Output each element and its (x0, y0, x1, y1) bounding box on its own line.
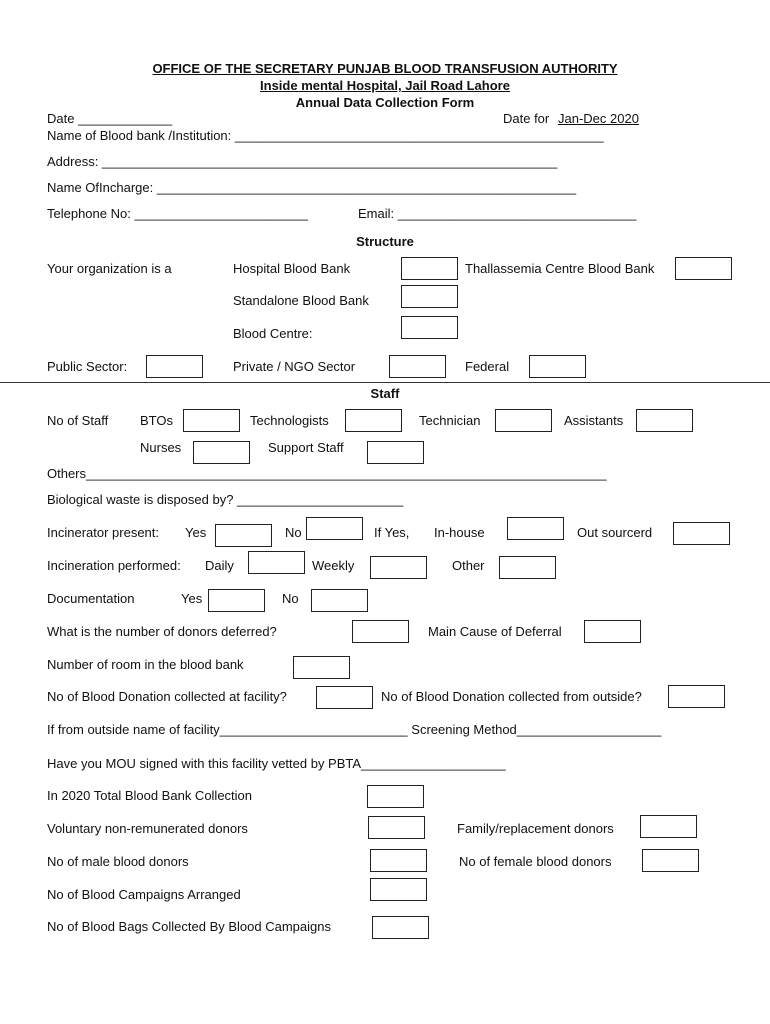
form-title: Annual Data Collection Form (295, 95, 475, 110)
technologists-label: Technologists (250, 413, 329, 428)
incinerator-no-checkbox[interactable] (306, 517, 363, 540)
others-field[interactable]: Others________________________________________________________________________ (47, 466, 607, 481)
private-sector-label: Private / NGO Sector (233, 359, 356, 374)
blood-centre-label: Blood Centre: (233, 326, 313, 341)
collected-outside-label: No of Blood Donation collected from outside? (381, 689, 642, 704)
btos-input[interactable] (183, 409, 240, 432)
address-field[interactable]: Address: _______________________________________________________________ (47, 154, 558, 169)
blood-bank-name-field[interactable]: Name of Blood bank /Institution: ___________________________________________________ (47, 128, 604, 143)
documentation-yes-label: Yes (181, 591, 203, 606)
voluntary-label: Voluntary non-remunerated donors (47, 821, 248, 836)
male-donors-input[interactable] (370, 849, 427, 872)
thallassemia-label: Thallassemia Centre Blood Bank (465, 261, 655, 276)
assistants-label: Assistants (564, 413, 624, 428)
documentation-no-checkbox[interactable] (311, 589, 368, 612)
date-for-value: Jan-Dec 2020 (558, 111, 639, 126)
technician-input[interactable] (495, 409, 552, 432)
support-staff-input[interactable] (367, 441, 424, 464)
outsourced-checkbox[interactable] (673, 522, 730, 545)
incharge-field[interactable]: Name OfIncharge: __________________________________________________________ (47, 180, 577, 195)
bags-campaigns-input[interactable] (372, 916, 429, 939)
outside-facility-field[interactable]: If from outside name of facility__________________________ Screening Method____________________ (47, 722, 662, 737)
support-staff-label: Support Staff (268, 440, 344, 455)
technician-label: Technician (419, 413, 481, 428)
collected-facility-input[interactable] (316, 686, 373, 709)
other-checkbox[interactable] (499, 556, 556, 579)
main-cause-label: Main Cause of Deferral (428, 624, 562, 639)
male-donors-label: No of male blood donors (47, 854, 189, 869)
if-yes-label: If Yes, (374, 525, 410, 540)
date-for-label: Date for (503, 111, 550, 126)
assistants-input[interactable] (636, 409, 693, 432)
technologists-input[interactable] (345, 409, 402, 432)
rooms-input[interactable] (293, 656, 350, 679)
daily-checkbox[interactable] (248, 551, 305, 574)
weekly-checkbox[interactable] (370, 556, 427, 579)
bags-campaigns-label: No of Blood Bags Collected By Blood Campaigns (47, 919, 331, 934)
outsourced-label: Out sourcerd (577, 525, 653, 540)
telephone-field[interactable]: Telephone No: ________________________ (47, 206, 308, 221)
public-sector-checkbox[interactable] (146, 355, 203, 378)
bio-waste-field[interactable]: Biological waste is disposed by? _______________________ (47, 492, 404, 507)
daily-label: Daily (205, 558, 234, 573)
no-of-staff-label: No of Staff (47, 413, 109, 428)
incinerator-label: Incinerator present: (47, 525, 160, 540)
date-field[interactable]: Date _____________ (47, 111, 173, 126)
org-type-label: Your organization is a (47, 261, 172, 276)
btos-label: BTOs (140, 413, 173, 428)
inhouse-label: In-house (434, 525, 485, 540)
documentation-no-label: No (282, 591, 299, 606)
office-address: Inside mental Hospital, Jail Road Lahore (260, 78, 510, 93)
total-2020-label: In 2020 Total Blood Bank Collection (47, 788, 253, 803)
staff-heading: Staff (370, 386, 400, 401)
incinerator-yes-checkbox[interactable] (215, 524, 272, 547)
incinerator-yes-label: Yes (185, 525, 207, 540)
female-donors-input[interactable] (642, 849, 699, 872)
other-label: Other (452, 558, 485, 573)
private-sector-checkbox[interactable] (389, 355, 446, 378)
standalone-label: Standalone Blood Bank (233, 293, 369, 308)
nurses-label: Nurses (140, 440, 182, 455)
thallassemia-checkbox[interactable] (675, 257, 732, 280)
hospital-blood-bank-checkbox[interactable] (401, 257, 458, 280)
public-sector-label: Public Sector: (47, 359, 128, 374)
federal-label: Federal (465, 359, 510, 374)
mou-field[interactable]: Have you MOU signed with this facility vetted by PBTA____________________ (47, 756, 506, 771)
standalone-checkbox[interactable] (401, 285, 458, 308)
collected-outside-input[interactable] (668, 685, 725, 708)
federal-checkbox[interactable] (529, 355, 586, 378)
incinerator-no-label: No (285, 525, 302, 540)
documentation-label: Documentation (47, 591, 135, 606)
voluntary-input[interactable] (368, 816, 425, 839)
inhouse-checkbox[interactable] (507, 517, 564, 540)
family-label: Family/replacement donors (457, 821, 614, 836)
main-cause-input[interactable] (584, 620, 641, 643)
hospital-blood-bank-label: Hospital Blood Bank (233, 261, 351, 276)
collected-facility-label: No of Blood Donation collected at facility? (47, 689, 287, 704)
total-2020-input[interactable] (367, 785, 424, 808)
deferred-label: What is the number of donors deferred? (47, 624, 277, 639)
weekly-label: Weekly (312, 558, 355, 573)
email-field[interactable]: Email: _________________________________ (358, 206, 637, 221)
rooms-label: Number of room in the blood bank (47, 657, 244, 672)
incineration-label: Incineration performed: (47, 558, 181, 573)
office-title: OFFICE OF THE SECRETARY PUNJAB BLOOD TRANSFUSION AUTHORITY (152, 61, 618, 76)
family-input[interactable] (640, 815, 697, 838)
section-divider (0, 382, 770, 383)
deferred-input[interactable] (352, 620, 409, 643)
female-donors-label: No of female blood donors (459, 854, 612, 869)
campaigns-input[interactable] (370, 878, 427, 901)
blood-centre-checkbox[interactable] (401, 316, 458, 339)
structure-heading: Structure (356, 234, 414, 249)
nurses-input[interactable] (193, 441, 250, 464)
campaigns-label: No of Blood Campaigns Arranged (47, 887, 241, 902)
documentation-yes-checkbox[interactable] (208, 589, 265, 612)
